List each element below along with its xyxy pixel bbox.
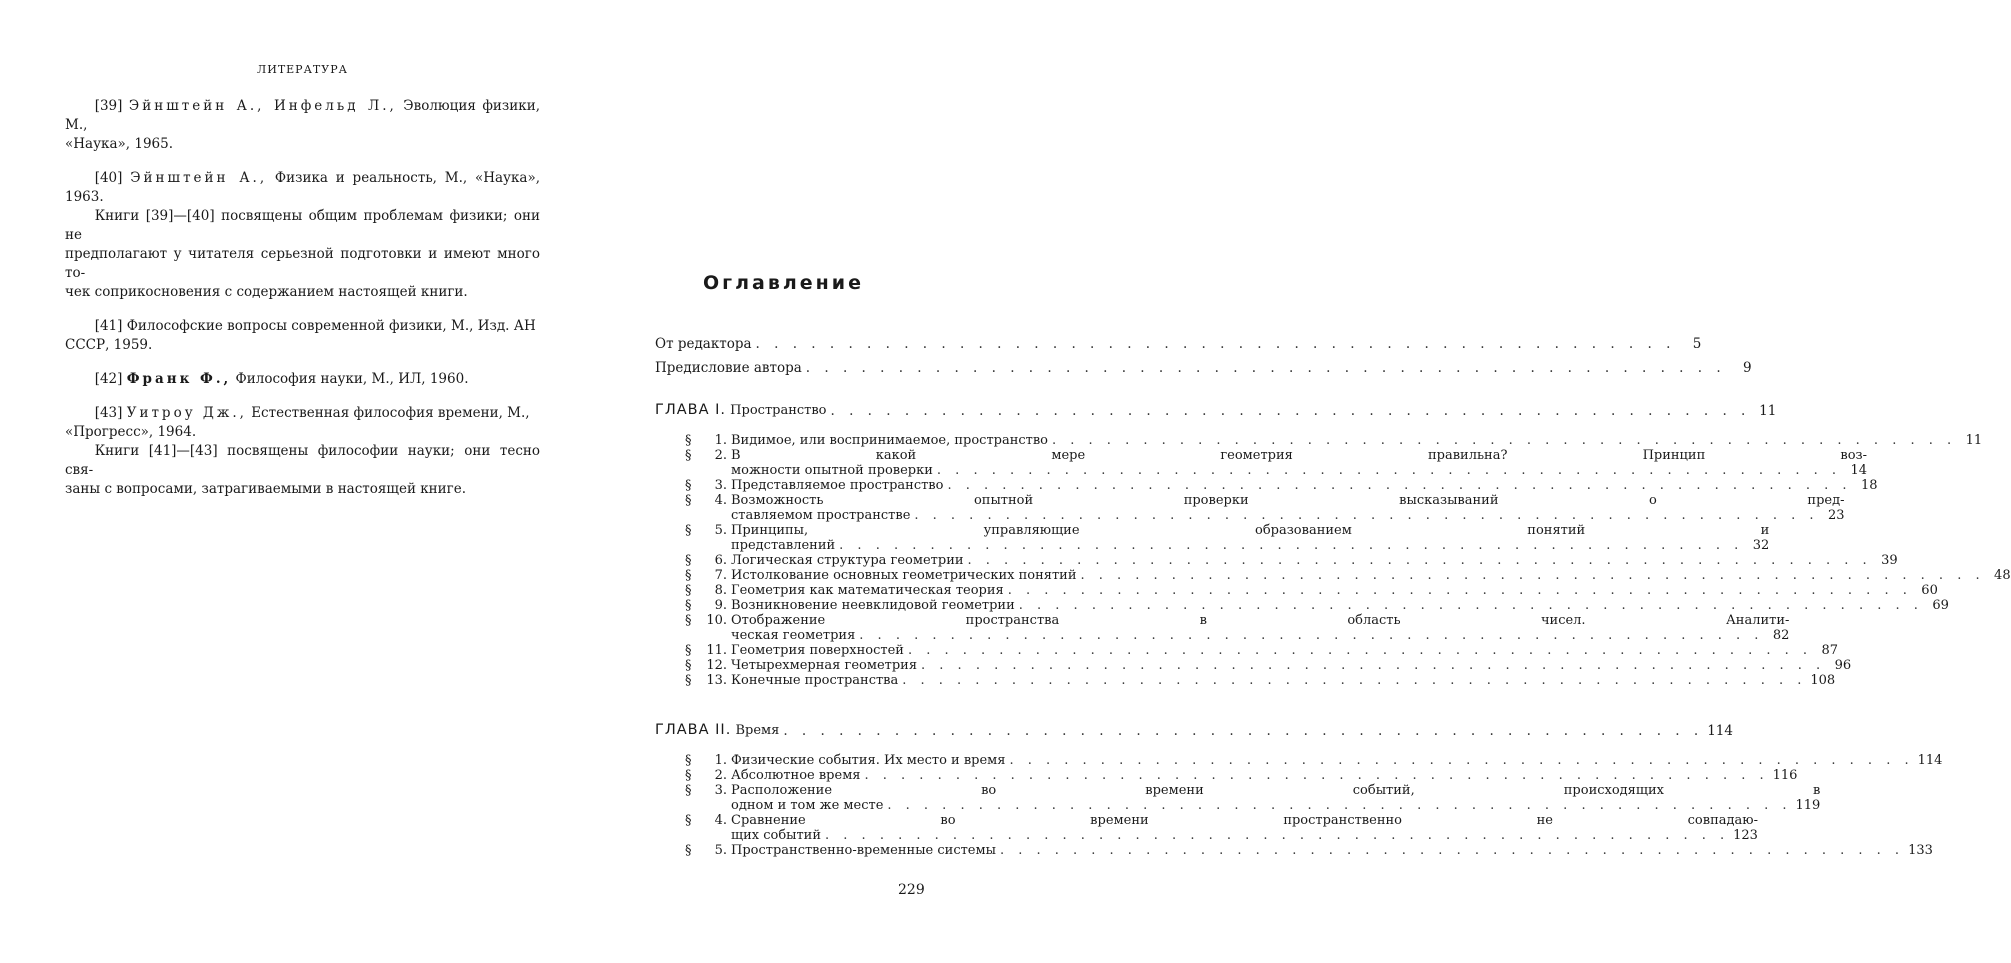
- section-title: Логическая структура геометрии: [731, 553, 964, 568]
- section-sign: §: [685, 843, 699, 858]
- section-number: 4.: [699, 813, 731, 828]
- section-title: В какой мере геометрия правильна? Принцип воз-: [731, 448, 1867, 463]
- section-page: 114: [1918, 753, 1943, 768]
- section-title: Истолкование основных геометрических понятий: [731, 568, 1076, 583]
- reference-author: Эйнштейн А., Инфельд Л.,: [129, 98, 397, 114]
- section-page: 23: [1823, 508, 1845, 523]
- section-sign: §: [685, 673, 699, 688]
- section-number: 7.: [699, 568, 731, 583]
- section-sign: §: [685, 448, 699, 463]
- section-page: 123: [1733, 828, 1758, 843]
- toc-section-entry: [685, 753, 1160, 768]
- toc-section-entry: [685, 643, 1160, 658]
- section-sign: §: [685, 523, 699, 538]
- reference-42: [42] Франк Ф., Философия науки, М., ИЛ, 1960.: [65, 370, 540, 389]
- section-number: 8.: [699, 583, 731, 598]
- toc-chapter-1: ГЛАВА I. Пространство . . . 11: [655, 402, 1160, 419]
- toc-entry-preface: Предисловие автора . . . 9: [655, 360, 1160, 376]
- section-page: 108: [1810, 673, 1835, 688]
- section-number: 2.: [699, 768, 731, 783]
- section-page: 11: [1960, 433, 1982, 448]
- section-page: 87: [1816, 643, 1838, 658]
- section-title: ческая геометрия: [731, 628, 855, 643]
- section-page: 39: [1876, 553, 1898, 568]
- section-sign: §: [685, 583, 699, 598]
- section-title: Возникновение неевклидовой геометрии: [731, 598, 1015, 613]
- section-sign: §: [685, 768, 699, 783]
- section-page: 18: [1856, 478, 1878, 493]
- section-sign: §: [685, 598, 699, 613]
- section-page: 60: [1916, 583, 1938, 598]
- literature-page: [65, 60, 540, 514]
- section-number: 11.: [699, 643, 731, 658]
- section-number: 5.: [699, 843, 731, 858]
- reference-43: [43] Уитроу Дж., Естественная философия времени, М., «Прогресс», 1964. Книги [41]—[43] посвящены философии науки; они тесно свя- заны с вопросами, затрагиваемыми в настоящей книге.: [65, 404, 540, 499]
- section-page: 69: [1927, 598, 1949, 613]
- toc-section-entry: [685, 673, 1160, 688]
- toc-section-entry: [685, 583, 1160, 598]
- section-sign: §: [685, 813, 699, 828]
- reference-note: Книги [41]—[43] посвящены философии науки; они тесно свя-: [65, 442, 540, 480]
- reference-author: Эйнштейн А.,: [130, 170, 267, 186]
- section-page: 96: [1829, 658, 1851, 673]
- section-title: Сравнение во времени пространственно не совпадаю-: [731, 813, 1758, 828]
- toc-section-entry: [685, 783, 1160, 813]
- section-number: 2.: [699, 448, 731, 463]
- page-number: 229: [898, 882, 925, 898]
- toc-section-entry: [685, 658, 1160, 673]
- reference-40: [40] Эйнштейн А., Физика и реальность, М., «Наука», 1963. Книги [39]—[40] посвящены общим проблемам физики; они не предполагают у читателя серьезной подготовки и имеют много то- чек соприкосновения с содержанием настоящей книги.: [65, 169, 540, 302]
- section-page: 116: [1773, 768, 1798, 783]
- section-sign: §: [685, 783, 699, 798]
- section-title: Абсолютное время: [731, 768, 861, 783]
- section-page: 32: [1747, 538, 1769, 553]
- toc-chapter-2: ГЛАВА II. Время . . . 114: [655, 722, 1160, 739]
- section-title: Представляемое пространство: [731, 478, 943, 493]
- toc-section-entry: [685, 813, 1160, 843]
- section-sign: §: [685, 753, 699, 768]
- reference-39: [39] Эйнштейн А., Инфельд Л., Эволюция физики, М., «Наука», 1965.: [65, 97, 540, 154]
- section-page: 119: [1796, 798, 1821, 813]
- toc-section-entry: [685, 478, 1160, 493]
- section-number: 13.: [699, 673, 731, 688]
- section-title: Четырехмерная геометрия: [731, 658, 917, 673]
- section-title: Геометрия как математическая теория: [731, 583, 1004, 598]
- toc-section-entry: [685, 433, 1160, 448]
- toc-section-entry: [685, 768, 1160, 783]
- section-number: 5.: [699, 523, 731, 538]
- section-sign: §: [685, 478, 699, 493]
- section-title: Пространственно-временные системы: [731, 843, 996, 858]
- section-title: Принципы, управляющие образованием понятий и: [731, 523, 1769, 538]
- section-title: Геометрия поверхностей: [731, 643, 904, 658]
- toc-section-entry: [685, 568, 1160, 583]
- section-sign: §: [685, 658, 699, 673]
- literature-heading: ЛИТЕРАТУРА: [65, 60, 540, 79]
- section-title: Возможность опытной проверки высказываний о пред-: [731, 493, 1845, 508]
- section-number: 1.: [699, 433, 731, 448]
- section-number: 10.: [699, 613, 731, 628]
- chapter-1-sections: [685, 433, 1160, 688]
- toc-section-entry: [685, 613, 1160, 643]
- section-number: 9.: [699, 598, 731, 613]
- section-title: одном и том же месте: [731, 798, 883, 813]
- toc-section-entry: [685, 523, 1160, 553]
- section-title: Расположение во времени событий, происходящих в: [731, 783, 1820, 798]
- section-sign: §: [685, 433, 699, 448]
- section-page: 14: [1845, 463, 1867, 478]
- section-sign: §: [685, 553, 699, 568]
- section-title: можности опытной проверки: [731, 463, 933, 478]
- toc-entry-editor: От редактора . . . 5: [655, 336, 1160, 352]
- section-number: 4.: [699, 493, 731, 508]
- section-sign: §: [685, 643, 699, 658]
- table-of-contents: [655, 272, 1160, 858]
- section-number: 1.: [699, 753, 731, 768]
- section-sign: §: [685, 568, 699, 583]
- toc-section-entry: [685, 843, 1160, 858]
- section-sign: §: [685, 493, 699, 508]
- section-title: ставляемом пространстве: [731, 508, 910, 523]
- section-page: 48: [1989, 568, 2011, 583]
- section-number: 3.: [699, 478, 731, 493]
- toc-section-entry: [685, 493, 1160, 523]
- chapter-2-sections: [685, 753, 1160, 858]
- toc-section-entry: [685, 448, 1160, 478]
- reference-author: Франк Ф.,: [127, 371, 232, 387]
- toc-title: Оглавление: [703, 272, 1160, 294]
- reference-note: Книги [39]—[40] посвящены общим проблемам физики; они не: [65, 207, 540, 245]
- section-number: 6.: [699, 553, 731, 568]
- section-number: 3.: [699, 783, 731, 798]
- toc-section-entry: [685, 553, 1160, 568]
- toc-section-entry: [685, 598, 1160, 613]
- reference-author: Уитроу Дж.,: [127, 405, 247, 421]
- section-page: 133: [1908, 843, 1933, 858]
- reference-41: [41] Философские вопросы современной физики, М., Изд. АН СССР, 1959.: [65, 317, 540, 355]
- section-title: Физические события. Их место и время: [731, 753, 1005, 768]
- section-number: 12.: [699, 658, 731, 673]
- section-sign: §: [685, 613, 699, 628]
- section-title: щих событий: [731, 828, 821, 843]
- section-title: Видимое, или воспринимаемое, пространство: [731, 433, 1048, 448]
- section-title: представлений: [731, 538, 835, 553]
- section-page: 82: [1767, 628, 1789, 643]
- section-title: Отображение пространства в область чисел. Аналити-: [731, 613, 1789, 628]
- section-title: Конечные пространства: [731, 673, 898, 688]
